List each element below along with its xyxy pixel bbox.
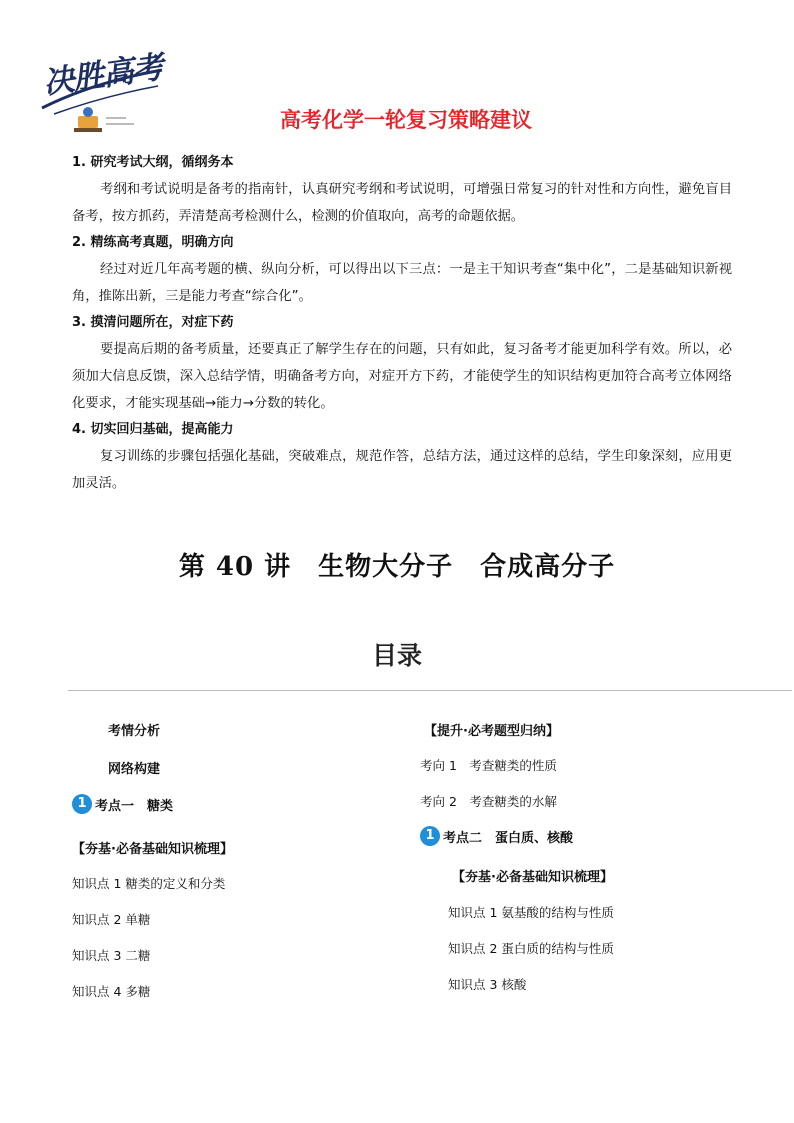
toc-improve[interactable]: 【提升·必考题型归纳】 bbox=[424, 724, 559, 739]
toc-left-k4[interactable]: 知识点 4 多糖 bbox=[72, 984, 151, 999]
strategy-heading-3: 3. 摸清问题所在，对症下药 bbox=[72, 315, 234, 330]
strategy-body-1: 考纲和考试说明是备考的指南针，认真研究考纲和考试说明，可增强日常复习的针对性和方向性，避免盲目备考，按方抓药，弄清楚高考检测什么，检测的价值取向，高考的命题依据。 bbox=[72, 182, 732, 224]
number-badge-icon: 1 bbox=[420, 826, 440, 846]
lecture-title: 第 40 讲 生物大分子 合成高分子 bbox=[178, 552, 616, 582]
logo-text: 决胜高考 bbox=[41, 49, 165, 102]
toc-left-k1[interactable]: 知识点 1 糖类的定义和分类 bbox=[72, 876, 226, 891]
strategy-section bbox=[72, 150, 732, 497]
strategy-body-3: 要提高后期的备考质量，还要真正了解学生存在的问题，只有如此，复习备考才能更加科学有效。所以，必须加大信息反馈，深入总结学情，明确备考方向，对症开方下药，才能使学生的知识结构更加符合高考立体网络化要求，才能实现基础→能力→分数的转化。 bbox=[72, 342, 732, 411]
strategy-heading-2: 2. 精练高考真题，明确方向 bbox=[72, 235, 234, 250]
toc-left-k3[interactable]: 知识点 3 二糖 bbox=[72, 948, 151, 963]
toc-point-2[interactable] bbox=[420, 826, 573, 846]
toc-point-2-label: 考点二 蛋白质、核酸 bbox=[443, 830, 574, 846]
toc-point-1-label: 考点一 糖类 bbox=[95, 798, 174, 814]
toc-right-k2[interactable]: 知识点 2 蛋白质的结构与性质 bbox=[448, 941, 614, 956]
toc-left-k2[interactable]: 知识点 2 单糖 bbox=[72, 912, 151, 927]
toc-analysis[interactable]: 考情分析 bbox=[108, 724, 161, 739]
strategy-heading-4: 4. 切实回归基础，提高能力 bbox=[72, 422, 234, 437]
toc-divider bbox=[68, 690, 792, 691]
toc-right-k1[interactable]: 知识点 1 氨基酸的结构与性质 bbox=[448, 905, 614, 920]
toc-right-foundation[interactable]: 【夯基·必备基础知识梳理】 bbox=[452, 870, 613, 885]
toc-point-1[interactable] bbox=[72, 794, 173, 814]
toc-direction-2[interactable]: 考向 2 考查糖类的水解 bbox=[420, 794, 557, 809]
page-title: 高考化学一轮复习策略建议 bbox=[280, 108, 532, 132]
toc-right-k3[interactable]: 知识点 3 核酸 bbox=[448, 977, 527, 992]
number-badge-icon: 1 bbox=[72, 794, 92, 814]
toc-direction-1[interactable]: 考向 1 考查糖类的性质 bbox=[420, 758, 557, 773]
strategy-heading-1: 1. 研究考试大纲，循纲务本 bbox=[72, 155, 234, 170]
toc-left-foundation[interactable]: 【夯基·必备基础知识梳理】 bbox=[72, 842, 233, 857]
strategy-body-2: 经过对近几年高考题的横、纵向分析，可以得出以下三点：一是主干知识考查“集中化”，二是基础知识新视角，推陈出新，三是能力考查“综合化”。 bbox=[72, 262, 732, 304]
toc-title: 目录 bbox=[371, 641, 422, 670]
toc-network[interactable]: 网络构建 bbox=[108, 762, 161, 777]
strategy-body-4: 复习训练的步骤包括强化基础，突破难点，规范作答，总结方法，通过这样的总结，学生印象深刻，应用更加灵活。 bbox=[72, 449, 732, 491]
